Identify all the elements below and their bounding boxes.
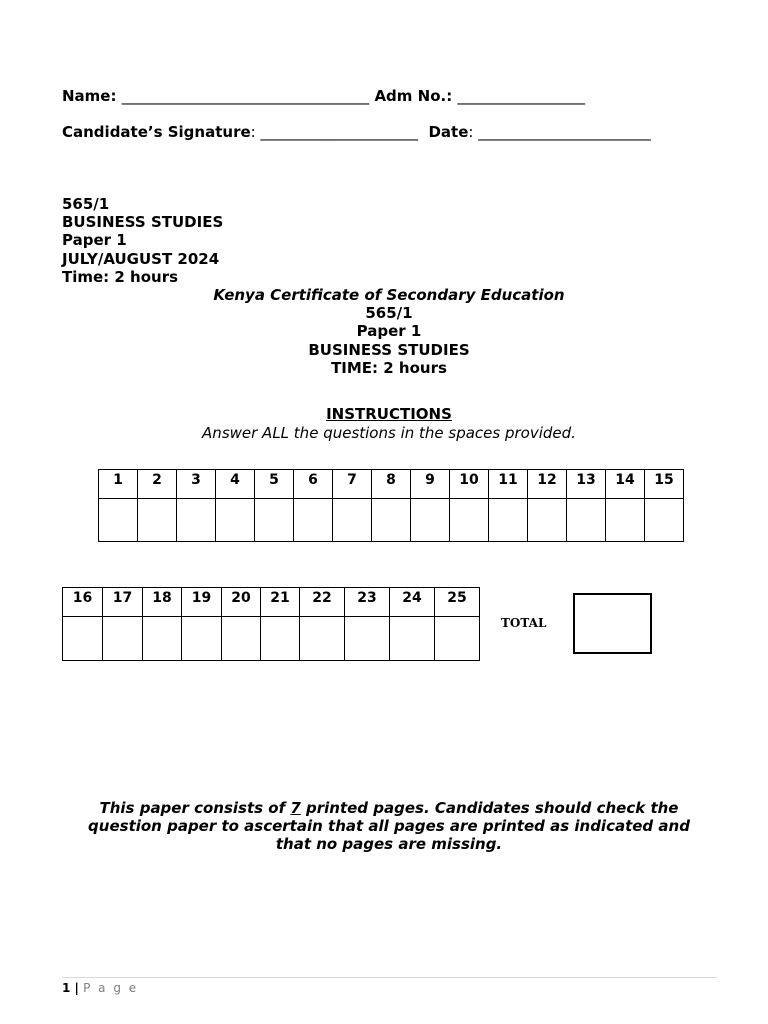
score-entry-cell[interactable] bbox=[216, 499, 255, 542]
score-entry-cell[interactable] bbox=[138, 499, 177, 542]
score-entry-cell[interactable] bbox=[300, 617, 345, 661]
score-entry-cell[interactable] bbox=[411, 499, 450, 542]
signature-field[interactable]: _____________________ bbox=[255, 123, 418, 141]
score-entry-cell[interactable] bbox=[606, 499, 645, 542]
footer-divider bbox=[62, 977, 717, 978]
signature-colon: : bbox=[250, 123, 256, 141]
question-number-cell: 9 bbox=[411, 470, 450, 499]
question-number-cell: 12 bbox=[528, 470, 567, 499]
date-colon: : bbox=[468, 123, 474, 141]
score-entry-cell[interactable] bbox=[261, 617, 300, 661]
question-number-cell: 8 bbox=[372, 470, 411, 499]
paper-subject: BUSINESS STUDIES bbox=[62, 213, 224, 232]
signature-label: Candidate’s Signature bbox=[62, 123, 251, 141]
score-entry-cell[interactable] bbox=[489, 499, 528, 542]
score-entry-cell[interactable] bbox=[345, 617, 390, 661]
question-number-cell: 15 bbox=[645, 470, 684, 499]
score-entry-cell[interactable] bbox=[528, 499, 567, 542]
score-entry-cell[interactable] bbox=[645, 499, 684, 542]
score-entry-cell[interactable] bbox=[567, 499, 606, 542]
instructions-text: Answer ALL the questions in the spaces provided. bbox=[202, 424, 576, 442]
score-entry-cell[interactable] bbox=[222, 617, 261, 661]
title-code: 565/1 bbox=[365, 304, 413, 323]
score-entry-cell[interactable] bbox=[450, 499, 489, 542]
adm-field[interactable]: _________________ bbox=[457, 87, 585, 105]
score-entry-cell[interactable] bbox=[63, 617, 103, 661]
page-footer bbox=[62, 981, 138, 995]
score-entry-cell[interactable] bbox=[182, 617, 222, 661]
question-number-cell: 22 bbox=[300, 588, 345, 617]
score-entry-cell[interactable] bbox=[333, 499, 372, 542]
page-label: P a g e bbox=[83, 981, 139, 995]
name-field[interactable]: _________________________________ bbox=[121, 87, 370, 105]
notice-text-2: printed pages. Candidates should check the question paper to ascertain that all pages are printed as indicated and that no pages are missing. bbox=[88, 799, 690, 853]
score-entry-cell[interactable] bbox=[294, 499, 333, 542]
score-entry-cell[interactable] bbox=[103, 617, 143, 661]
question-number-cell: 18 bbox=[143, 588, 182, 617]
question-number-cell: 19 bbox=[182, 588, 222, 617]
instructions-heading: INSTRUCTIONS bbox=[326, 405, 452, 423]
score-entry-cell[interactable] bbox=[255, 499, 294, 542]
title-paper: Paper 1 bbox=[356, 322, 422, 341]
score-entry-cell[interactable] bbox=[143, 617, 182, 661]
signature-line bbox=[62, 123, 651, 141]
question-number-cell: 10 bbox=[450, 470, 489, 499]
score-grid-2 bbox=[62, 587, 480, 661]
score-grid-1 bbox=[98, 469, 684, 542]
total-label: TOTAL bbox=[501, 616, 547, 630]
notice-text-1: This paper consists of bbox=[99, 799, 291, 817]
question-number-cell: 14 bbox=[606, 470, 645, 499]
score-entry-cell[interactable] bbox=[372, 499, 411, 542]
score-entry-cell[interactable] bbox=[435, 617, 480, 661]
title-time: TIME: 2 hours bbox=[331, 358, 447, 377]
title-block bbox=[0, 286, 768, 377]
name-label: Name: bbox=[62, 87, 117, 105]
paper-session: JULY/AUGUST 2024 bbox=[62, 249, 220, 268]
score-entry-cell[interactable] bbox=[99, 499, 138, 542]
question-number-cell: 24 bbox=[390, 588, 435, 617]
paper-header bbox=[62, 195, 223, 286]
notice-page-count: 7 bbox=[290, 799, 301, 817]
adm-label: Adm No.: bbox=[374, 87, 453, 105]
score-entry-cell[interactable] bbox=[390, 617, 435, 661]
question-number-cell: 23 bbox=[345, 588, 390, 617]
footer-separator: | bbox=[70, 981, 84, 995]
title-subject: BUSINESS STUDIES bbox=[308, 340, 470, 359]
question-number-cell: 7 bbox=[333, 470, 372, 499]
question-number-cell: 4 bbox=[216, 470, 255, 499]
question-number-cell: 1 bbox=[99, 470, 138, 499]
score-entry-cell[interactable] bbox=[177, 499, 216, 542]
question-number-cell: 13 bbox=[567, 470, 606, 499]
total-box[interactable] bbox=[573, 593, 652, 654]
question-number-cell: 21 bbox=[261, 588, 300, 617]
paper-code: 565/1 bbox=[62, 195, 110, 213]
question-number-cell: 20 bbox=[222, 588, 261, 617]
date-label: Date bbox=[428, 123, 469, 141]
question-number-cell: 6 bbox=[294, 470, 333, 499]
name-line bbox=[62, 87, 585, 105]
question-number-cell: 25 bbox=[435, 588, 480, 617]
paper-number: Paper 1 bbox=[62, 231, 127, 250]
question-number-cell: 5 bbox=[255, 470, 294, 499]
paper-time: Time: 2 hours bbox=[62, 267, 179, 286]
question-number-cell: 3 bbox=[177, 470, 216, 499]
question-number-cell: 2 bbox=[138, 470, 177, 499]
question-number-cell: 11 bbox=[489, 470, 528, 499]
page-number: 1 bbox=[62, 981, 71, 995]
page-notice bbox=[72, 799, 706, 853]
question-number-cell: 17 bbox=[103, 588, 143, 617]
date-field[interactable]: _______________________ bbox=[473, 123, 651, 141]
exam-title: Kenya Certificate of Secondary Education bbox=[213, 286, 565, 304]
question-number-cell: 16 bbox=[63, 588, 103, 617]
